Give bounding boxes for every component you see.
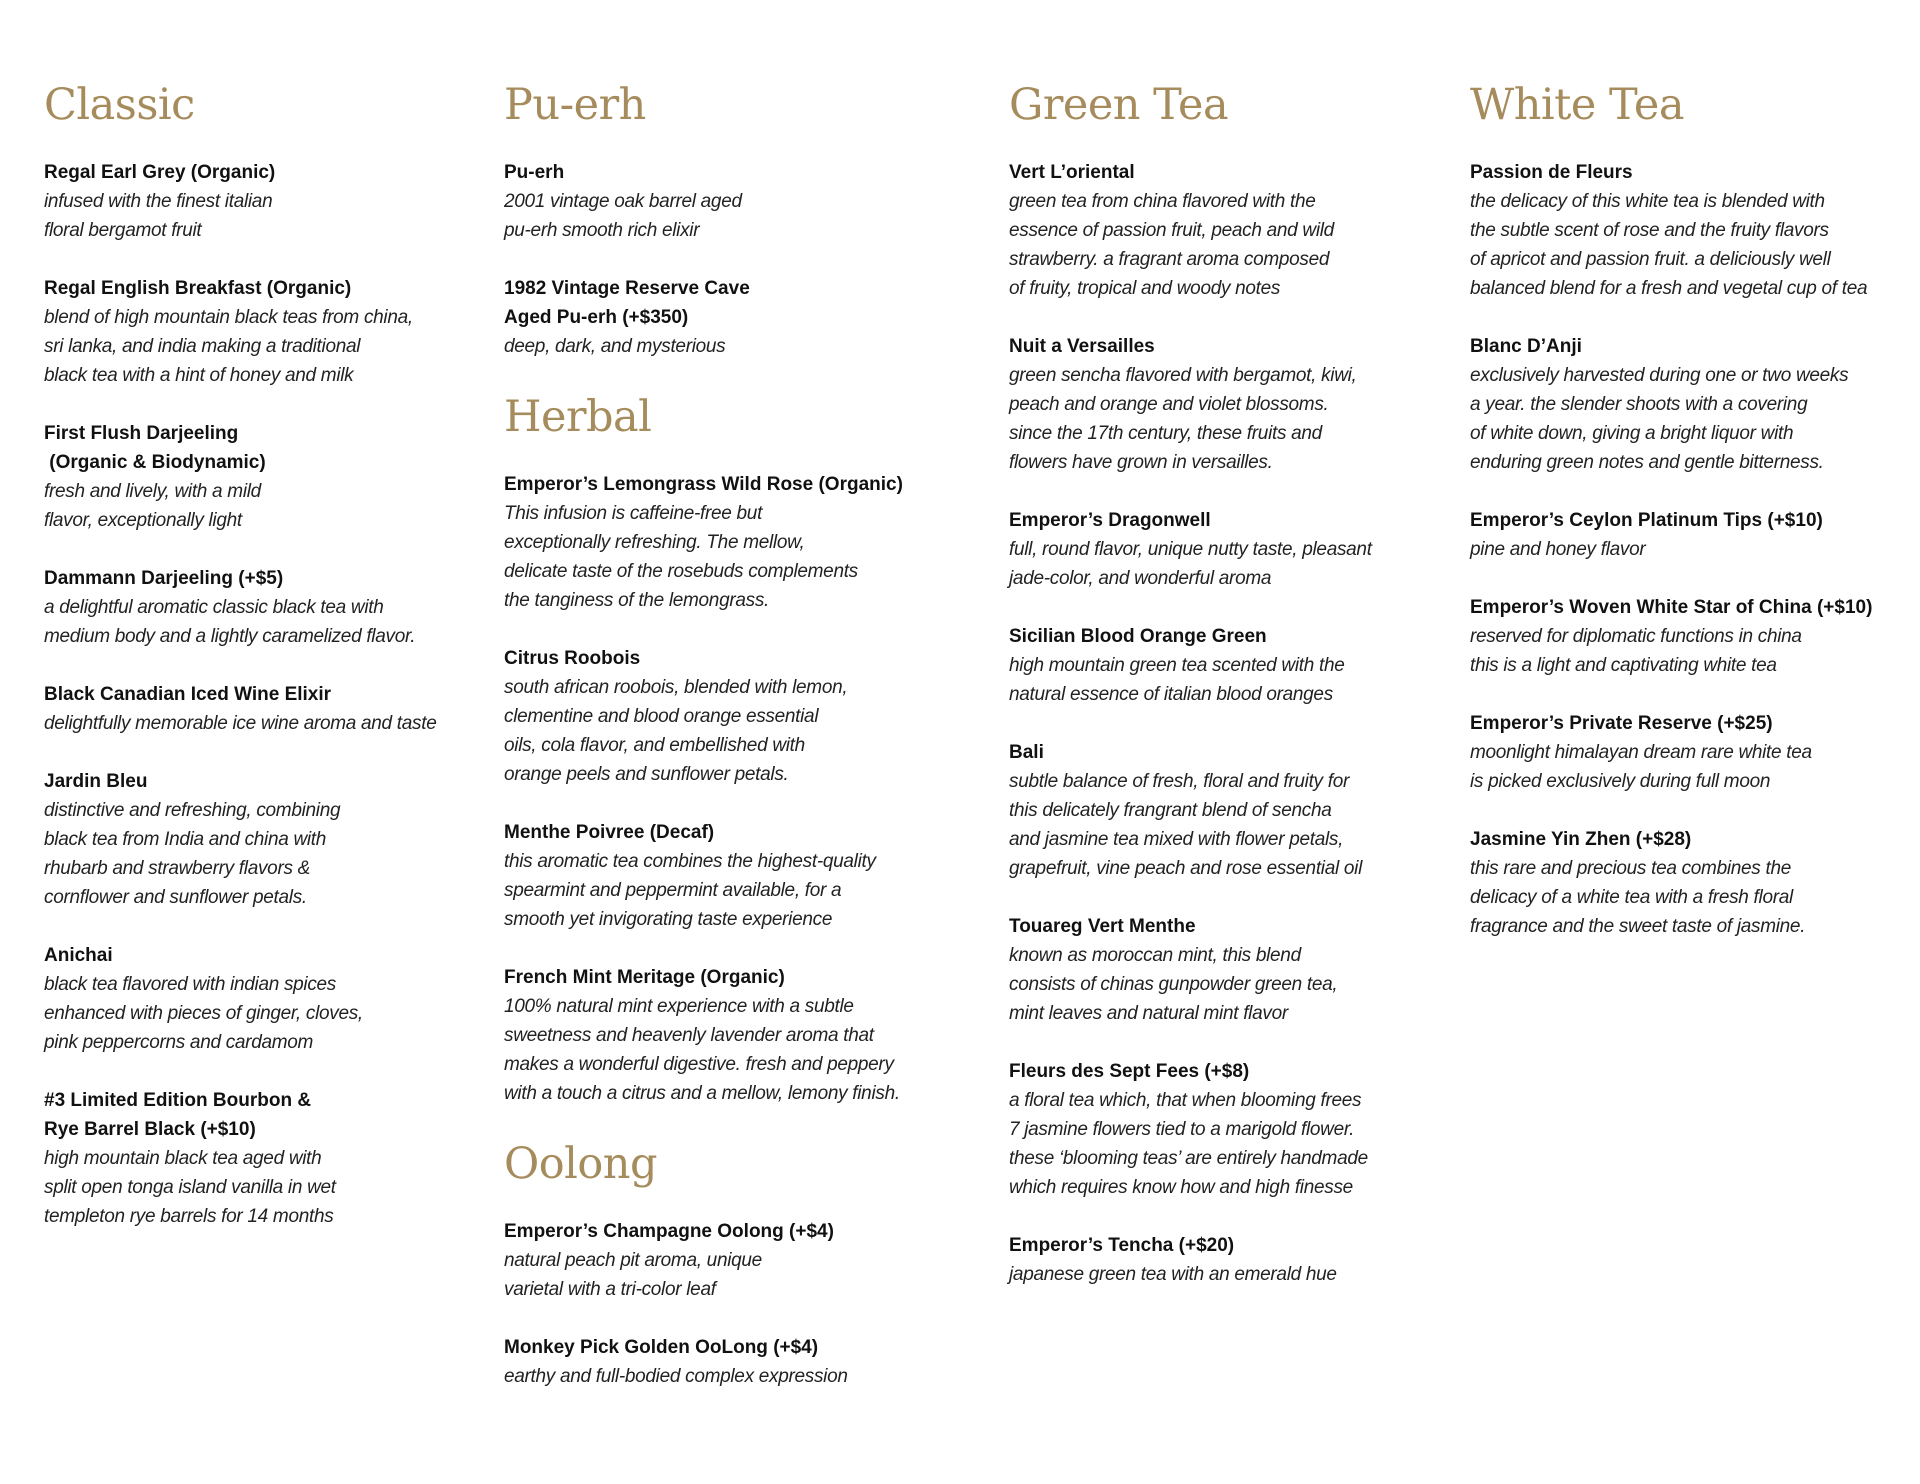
menu-item-description-line: sri lanka, and india making a traditional	[44, 336, 361, 357]
menu-item	[504, 274, 944, 361]
menu-item-name	[44, 1086, 484, 1144]
menu-item-description-line: exceptionally refreshing. The mellow,	[504, 532, 805, 553]
menu-item-description-line: orange peels and sunflower petals.	[504, 764, 789, 785]
menu-item-description	[504, 847, 944, 934]
menu-item	[1009, 912, 1449, 1028]
menu-item-description-line: this aromatic tea combines the highest-quality	[504, 851, 876, 872]
menu-item	[44, 274, 484, 390]
menu-item-description	[1470, 622, 1910, 680]
menu-item	[1470, 593, 1910, 680]
menu-item-description	[44, 709, 484, 738]
menu-item-description-line: of apricot and passion fruit. a deliciously well	[1470, 249, 1831, 270]
menu-item-name-line: Emperor’s Champagne Oolong (+$4)	[504, 1221, 834, 1242]
menu-item	[44, 419, 484, 535]
menu-item	[44, 680, 484, 738]
menu-item-name-line: Pu-erh	[504, 162, 565, 183]
menu-item-name-line: First Flush Darjeeling	[44, 423, 239, 444]
menu-item-name	[504, 1333, 944, 1362]
menu-item-description-line: delicate taste of the rosebuds complements	[504, 561, 858, 582]
menu-item-description-line: black tea with a hint of honey and milk	[44, 365, 354, 386]
menu-item-name-line: Fleurs des Sept Fees (+$8)	[1009, 1061, 1250, 1082]
menu-item-description-line: clementine and blood orange essential	[504, 706, 819, 727]
column-classic	[44, 78, 484, 1260]
menu-item-name-line: Bali	[1009, 742, 1044, 763]
section-herbal	[504, 390, 944, 1108]
menu-item-name	[1009, 1057, 1449, 1086]
section-heading: Pu-erh	[504, 80, 646, 130]
menu-item-name-line: Sicilian Blood Orange Green	[1009, 626, 1267, 647]
section-white-tea	[1470, 78, 1910, 941]
menu-item-name-line: Emperor’s Woven White Star of China (+$10)	[1470, 597, 1873, 618]
menu-item-description	[1009, 535, 1449, 593]
menu-item-name	[1009, 506, 1449, 535]
menu-item-description-line: flowers have grown in versailles.	[1009, 452, 1273, 473]
column-green-tea	[1009, 78, 1449, 1318]
section-pu-erh	[504, 78, 944, 361]
menu-item-name	[1470, 332, 1910, 361]
menu-item	[1470, 506, 1910, 564]
menu-item-description-line: makes a wonderful digestive. fresh and peppery	[504, 1054, 894, 1075]
menu-item-description	[504, 187, 944, 245]
menu-item-description-line: high mountain black tea aged with	[44, 1148, 322, 1169]
menu-item-name	[504, 818, 944, 847]
menu-item-name-line: #3 Limited Edition Bourbon &	[44, 1090, 312, 1111]
menu-item-description-line: the subtle scent of rose and the fruity flavors	[1470, 220, 1829, 241]
menu-item-name-line: Jardin Bleu	[44, 771, 148, 792]
menu-item-description	[504, 1246, 944, 1304]
menu-item-description-line: since the 17th century, these fruits and	[1009, 423, 1322, 444]
section-heading: Green Tea	[1009, 80, 1229, 130]
menu-item-name	[44, 274, 484, 303]
menu-item-description-line: 2001 vintage oak barrel aged	[504, 191, 742, 212]
menu-item-name-line: Regal English Breakfast (Organic)	[44, 278, 352, 299]
section-heading: Classic	[44, 80, 195, 130]
menu-item-description	[1009, 767, 1449, 883]
menu-item	[504, 963, 944, 1108]
menu-item-description-line: deep, dark, and mysterious	[504, 336, 726, 357]
menu-item-description-line: this rare and precious tea combines the	[1470, 858, 1791, 879]
menu-item-name-line: Dammann Darjeeling (+$5)	[44, 568, 284, 589]
menu-item-description-line: which requires know how and high finesse	[1009, 1177, 1353, 1198]
menu-item-description-line: peach and orange and violet blossoms.	[1009, 394, 1329, 415]
menu-item-description-line: distinctive and refreshing, combining	[44, 800, 341, 821]
menu-item-name-line: Anichai	[44, 945, 113, 966]
menu-item-description-line: green sencha flavored with bergamot, kiwi,	[1009, 365, 1357, 386]
menu-item-name	[1009, 332, 1449, 361]
menu-item-name-line: Emperor’s Lemongrass Wild Rose (Organic)	[504, 474, 903, 495]
menu-item-description	[1009, 1086, 1449, 1202]
menu-item-description-line: japanese green tea with an emerald hue	[1009, 1264, 1337, 1285]
menu-item-name	[44, 564, 484, 593]
menu-item-description-line: green tea from china flavored with the	[1009, 191, 1316, 212]
menu-item-description	[44, 970, 484, 1057]
section-classic	[44, 78, 484, 1231]
menu-item-description	[1009, 1260, 1449, 1289]
menu-item-description	[1470, 361, 1910, 477]
menu-item-name-line: Black Canadian Iced Wine Elixir	[44, 684, 332, 705]
menu-item-description-line: pu-erh smooth rich elixir	[504, 220, 700, 241]
menu-item-name-line: Rye Barrel Black (+$10)	[44, 1119, 256, 1140]
menu-item-name-line: Touareg Vert Menthe	[1009, 916, 1196, 937]
menu-item-name	[1470, 593, 1910, 622]
menu-item-description	[44, 303, 484, 390]
menu-item-name	[1470, 825, 1910, 854]
menu-item-description-line: of fruity, tropical and woody notes	[1009, 278, 1281, 299]
menu-item-name-line: Vert L’oriental	[1009, 162, 1135, 183]
menu-item-description	[1009, 651, 1449, 709]
menu-item-description	[1470, 854, 1910, 941]
menu-item-name	[504, 158, 944, 187]
menu-item-description-line: these ‘blooming teas’ are entirely handmade	[1009, 1148, 1368, 1169]
menu-item-name	[44, 419, 484, 477]
menu-item-description-line: consists of chinas gunpowder green tea,	[1009, 974, 1338, 995]
menu-item-description-line: earthy and full-bodied complex expression	[504, 1366, 848, 1387]
menu-item	[1009, 622, 1449, 709]
menu-item-description-line: moonlight himalayan dream rare white tea	[1470, 742, 1812, 763]
menu-item-description-line: split open tonga island vanilla in wet	[44, 1177, 336, 1198]
menu-item-description-line: fresh and lively, with a mild	[44, 481, 261, 502]
menu-item-name	[1470, 506, 1910, 535]
section-heading: White Tea	[1470, 80, 1684, 130]
menu-item	[44, 767, 484, 912]
menu-item-name-line: Menthe Poivree (Decaf)	[504, 822, 715, 843]
menu-item-name	[504, 1217, 944, 1246]
menu-item	[1470, 709, 1910, 796]
menu-item	[504, 470, 944, 615]
menu-item	[1009, 332, 1449, 477]
menu-item	[44, 1086, 484, 1231]
menu-item-description-line: enhanced with pieces of ginger, cloves,	[44, 1003, 363, 1024]
menu-item-description-line: 100% natural mint experience with a subtle	[504, 996, 854, 1017]
menu-item-description-line: a year. the slender shoots with a covering	[1470, 394, 1808, 415]
menu-item-description-line: templeton rye barrels for 14 months	[44, 1206, 334, 1227]
menu-item-description-line: with a touch a citrus and a mellow, lemony finish.	[504, 1083, 900, 1104]
menu-item	[504, 818, 944, 934]
menu-item-name	[1470, 158, 1910, 187]
menu-item	[44, 564, 484, 651]
menu-item-name-line: Emperor’s Ceylon Platinum Tips (+$10)	[1470, 510, 1823, 531]
menu-item-description-line: is picked exclusively during full moon	[1470, 771, 1771, 792]
menu-item	[44, 158, 484, 245]
menu-item-name	[1009, 1231, 1449, 1260]
menu-item-description	[504, 992, 944, 1108]
menu-item-description-line: of white down, giving a bright liquor with	[1470, 423, 1794, 444]
menu-item-description-line: strawberry. a fragrant aroma composed	[1009, 249, 1330, 270]
menu-item-description	[504, 673, 944, 789]
menu-item-name-line: Aged Pu-erh (+$350)	[504, 307, 689, 328]
menu-item-description-line: natural essence of italian blood oranges	[1009, 684, 1333, 705]
menu-item-description-line: blend of high mountain black teas from china,	[44, 307, 413, 328]
menu-item-description-line: infused with the finest italian	[44, 191, 273, 212]
menu-item-description-line: spearmint and peppermint available, for a	[504, 880, 842, 901]
menu-item-name-line: Passion de Fleurs	[1470, 162, 1633, 183]
menu-item-name	[44, 680, 484, 709]
menu-item-description-line: pink peppercorns and cardamom	[44, 1032, 314, 1053]
menu-item-name	[44, 767, 484, 796]
menu-item-description	[44, 796, 484, 912]
menu-item-description-line: oils, cola flavor, and embellished with	[504, 735, 805, 756]
menu-item-description-line: the delicacy of this white tea is blended with	[1470, 191, 1825, 212]
menu-item-name	[1009, 738, 1449, 767]
menu-item-description-line: full, round flavor, unique nutty taste, pleasant	[1009, 539, 1372, 560]
menu-item-description-line: natural peach pit aroma, unique	[504, 1250, 762, 1271]
menu-item-name	[44, 941, 484, 970]
menu-item-description-line: sweetness and heavenly lavender aroma that	[504, 1025, 874, 1046]
menu-item-name	[504, 274, 944, 332]
menu-item-description	[1009, 941, 1449, 1028]
menu-item-description-line: 7 jasmine flowers tied to a marigold flower.	[1009, 1119, 1355, 1140]
menu-item-description-line: enduring green notes and gentle bitterness.	[1470, 452, 1824, 473]
menu-item-description-line: a delightful aromatic classic black tea with	[44, 597, 384, 618]
menu-item-description-line: varietal with a tri-color leaf	[504, 1279, 716, 1300]
menu-item-description-line: black tea flavored with indian spices	[44, 974, 337, 995]
section-heading: Herbal	[504, 392, 652, 442]
menu-item-name	[504, 470, 944, 499]
menu-item	[504, 158, 944, 245]
menu-item-description-line: cornflower and sunflower petals.	[44, 887, 307, 908]
menu-item-name-line: (Organic & Biodynamic)	[44, 452, 266, 473]
menu-item	[1470, 825, 1910, 941]
menu-item-description	[1470, 535, 1910, 564]
menu-item-description-line: subtle balance of fresh, floral and fruity for	[1009, 771, 1350, 792]
menu-item-description	[1009, 361, 1449, 477]
menu-item-description-line: mint leaves and natural mint flavor	[1009, 1003, 1288, 1024]
menu-item-description-line: reserved for diplomatic functions in china	[1470, 626, 1802, 647]
menu-item-description	[504, 1362, 944, 1391]
menu-item-description-line: medium body and a lightly caramelized flavor.	[44, 626, 416, 647]
menu-item-name-line: Citrus Roobois	[504, 648, 641, 669]
menu-item-name-line: French Mint Meritage (Organic)	[504, 967, 785, 988]
menu-item-name	[1009, 912, 1449, 941]
menu-item	[504, 1217, 944, 1304]
section-green-tea	[1009, 78, 1449, 1289]
menu-item-name	[1009, 158, 1449, 187]
menu-item-description	[1470, 738, 1910, 796]
menu-item-description-line: flavor, exceptionally light	[44, 510, 242, 531]
menu-item-name	[1009, 622, 1449, 651]
menu-item	[1009, 738, 1449, 883]
menu-item-description-line: rhubarb and strawberry flavors &	[44, 858, 311, 879]
menu-item-name-line: Blanc D’Anji	[1470, 336, 1582, 357]
menu-item-name	[44, 158, 484, 187]
menu-item-description-line: this delicately frangrant blend of sencha	[1009, 800, 1332, 821]
menu-item-description	[504, 332, 944, 361]
menu-item-name-line: Nuit a Versailles	[1009, 336, 1155, 357]
menu-item-description-line: floral bergamot fruit	[44, 220, 202, 241]
menu-item-description	[504, 499, 944, 615]
menu-item-description-line: this is a light and captivating white tea	[1470, 655, 1777, 676]
section-oolong	[504, 1137, 944, 1391]
menu-item	[1009, 158, 1449, 303]
menu-item-description	[1009, 187, 1449, 303]
menu-item-description-line: grapefruit, vine peach and rose essential oil	[1009, 858, 1363, 879]
menu-item-description-line: balanced blend for a fresh and vegetal cup of tea	[1470, 278, 1868, 299]
section-heading: Oolong	[504, 1139, 658, 1189]
menu-item-description-line: a floral tea which, that when blooming frees	[1009, 1090, 1362, 1111]
menu-item	[504, 1333, 944, 1391]
menu-item-description	[44, 1144, 484, 1231]
menu-item-description-line: fragrance and the sweet taste of jasmine.	[1470, 916, 1806, 937]
menu-item	[44, 941, 484, 1057]
menu-item-name-line: Regal Earl Grey (Organic)	[44, 162, 276, 183]
menu-item-description-line: exclusively harvested during one or two weeks	[1470, 365, 1849, 386]
menu-item	[1470, 158, 1910, 303]
menu-item	[1009, 1057, 1449, 1202]
menu-item	[1470, 332, 1910, 477]
menu-item-description-line: essence of passion fruit, peach and wild	[1009, 220, 1334, 241]
column-puerh-herbal-oolong	[504, 78, 944, 1420]
menu-item-description-line: black tea from India and china with	[44, 829, 327, 850]
menu-item-name	[504, 644, 944, 673]
menu-item-name	[504, 963, 944, 992]
menu-item-description-line: jade-color, and wonderful aroma	[1009, 568, 1272, 589]
menu-item-name-line: Emperor’s Private Reserve (+$25)	[1470, 713, 1773, 734]
menu-item-description-line: high mountain green tea scented with the	[1009, 655, 1345, 676]
menu-item-name-line: Jasmine Yin Zhen (+$28)	[1470, 829, 1692, 850]
menu-item-description	[1470, 187, 1910, 303]
column-white-tea	[1470, 78, 1910, 970]
menu-item-description-line: south african roobois, blended with lemon,	[504, 677, 848, 698]
menu-item-description-line: delicacy of a white tea with a fresh floral	[1470, 887, 1793, 908]
menu-item	[1009, 1231, 1449, 1289]
menu-item-description-line: delightfully memorable ice wine aroma and taste	[44, 713, 437, 734]
menu-item-name-line: Monkey Pick Golden OoLong (+$4)	[504, 1337, 819, 1358]
menu-item	[1009, 506, 1449, 593]
menu-item	[504, 644, 944, 789]
menu-item-description-line: This infusion is caffeine-free but	[504, 503, 763, 524]
menu-item-description-line: known as moroccan mint, this blend	[1009, 945, 1301, 966]
menu-item-description-line: pine and honey flavor	[1470, 539, 1646, 560]
menu-item-name-line: 1982 Vintage Reserve Cave	[504, 278, 750, 299]
menu-item-description-line: smooth yet invigorating taste experience	[504, 909, 833, 930]
menu-item-description-line: the tanginess of the lemongrass.	[504, 590, 770, 611]
menu-item-description-line: and jasmine tea mixed with flower petals,	[1009, 829, 1344, 850]
menu-item-name-line: Emperor’s Tencha (+$20)	[1009, 1235, 1235, 1256]
menu-item-description	[44, 477, 484, 535]
menu-item-name	[1470, 709, 1910, 738]
menu-item-description	[44, 187, 484, 245]
menu-item-description	[44, 593, 484, 651]
menu-item-name-line: Emperor’s Dragonwell	[1009, 510, 1211, 531]
